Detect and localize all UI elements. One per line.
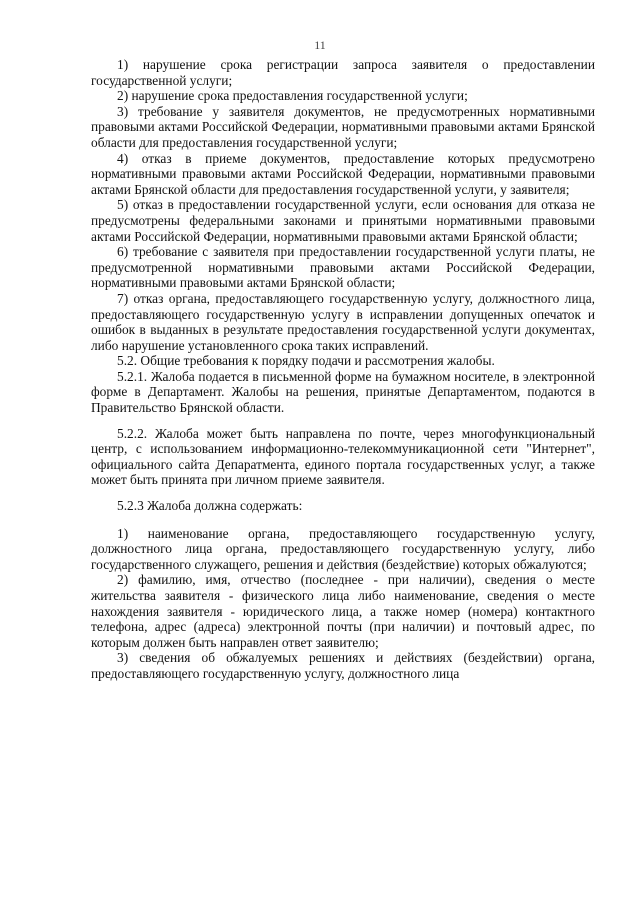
complaint-item-3: 3) сведения об обжалуемых решениях и действиях (бездействии) органа, предоставляющего государственную услугу, должностного лица	[91, 650, 595, 681]
paragraph-item-3: 3) требование у заявителя документов, не предусмотренных нормативными правовыми актами Российской Федерации, нормативными правовыми актами Брянской области для предоставления государственной услуги;	[91, 103, 595, 150]
complaint-item-1: 1) наименование органа, предоставляющего государственную услугу, должностного лица органа, предоставляющего государственную услугу, либо государственного служащего, решения и действия (бездействие) которых обжалуются;	[91, 525, 595, 572]
section-5-2-2: 5.2.2. Жалоба может быть направлена по почте, через многофункциональный центр, с использованием информационно-телекоммуникационной сети "Интернет", официального сайта Депаратмента, единого портала государственных услуг, а также может быть принята при личном приеме заявителя.	[91, 425, 595, 488]
paragraph-item-6: 6) требование с заявителя при предоставлении государственной услуги платы, не предусмотренной нормативными правовыми актами Российской Федерации, нормативными правовыми актами Брянской области;	[91, 244, 595, 291]
paragraph-item-5: 5) отказ в предоставлении государственной услуги, если основания для отказа не предусмотрены федеральными законами и принятыми нормативными правовыми актами Российской Федерации, нормативными правовыми актами Брянской области;	[91, 197, 595, 244]
section-5-2-3: 5.2.3 Жалоба должна содержать:	[117, 498, 303, 514]
paragraph-item-7: 7) отказ органа, предоставляющего государственную услугу, должностного лица, предоставляющего государственную услугу в исправлении допущенных опечаток и ошибок в выданных в результате предоставления государственной услуги документах, либо нарушение установленного срока таких исправлений.	[91, 290, 595, 353]
complaint-item-2: 2) фамилию, имя, отчество (последнее - при наличии), сведения о месте жительства заявителя - физического лица либо наименование, сведения о месте нахождения заявителя - юридического лица, а также номер (номера) контактного телефона, адрес (адреса) электронной почты (при наличии) и почтовый адрес, по которым должен быть направлен ответ заявителю;	[91, 572, 595, 650]
page-number: 11	[314, 38, 326, 52]
paragraph-item-2: 2) нарушение срока предоставления государственной услуги;	[117, 88, 468, 104]
document-body	[91, 57, 595, 682]
section-5-2-1: 5.2.1. Жалоба подается в письменной форме на бумажном носителе, в электронной форме в Департамент. Жалобы на решения, принятые Департаментом, подаются в Правительство Брянской области.	[91, 368, 595, 416]
paragraph-item-1: 1) нарушение срока регистрации запроса заявителя о предоставлении государственной услуги;	[91, 57, 595, 88]
paragraph-item-4: 4) отказ в приеме документов, предоставление которых предусмотрено нормативными правовыми актами Российской Федерации, нормативными правовыми актами Брянской области для предоставления государственной услуги, у заявителя;	[91, 150, 595, 197]
section-5-2-heading: 5.2. Общие требования к порядку подачи и рассмотрения жалобы.	[117, 353, 495, 369]
